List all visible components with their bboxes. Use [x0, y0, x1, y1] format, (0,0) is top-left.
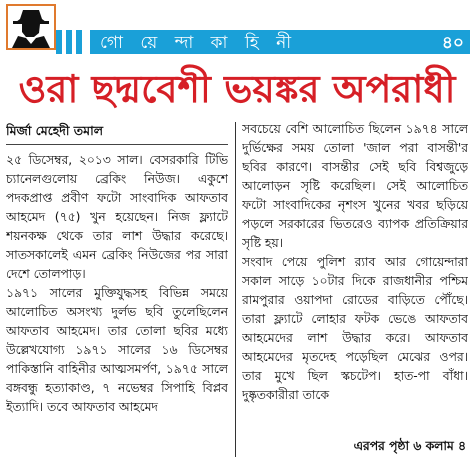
section-title: গো য়ে ন্দা কা হি নী — [100, 33, 298, 53]
article-paragraph: ১৯৭১ সালের মুক্তিযুদ্ধসহ বিভিন্ন সময়ে আলোচিত অসংখ্য দুর্লভ ছবি তুলেছিলেন আফতাব আহমেদ। তার তোলা ছবির মধ্যে উল্লেখযোগ্য ১৯৭১ সালের ১৬ ডিসেম্বর পাকিস্তানি বাহিনীর আত্মসমর্পণ, ১৯৭৫ সালে বঙ্গবন্ধু হত্যাকাণ্ড, ৭ নভেম্বর সিপাহি বিপ্লব ইত্যাদি। তবে আফতাব আহমেদ — [6, 286, 228, 414]
column-divider — [235, 122, 236, 457]
section-banner — [0, 0, 474, 56]
article-paragraph: সবচেয়ে বেশি আলোচিত ছিলেন ১৯৭৪ সালে দুর্ভিক্ষের সময় তোলা 'জাল পরা বাসন্তী'র ছবির কারণে। বাসন্তীর সেই ছবি বিশ্বজুড়ে আলোড়ন সৃষ্টি করেছিল। সেই আলোচিত ফটো সাংবাদিকের নৃশংস খুনের খবর ছড়িয়ে পড়লে সরকারের ভিতরেও ব্যাপক প্রতিক্রিয়ার সৃষ্টি হয়। — [242, 122, 468, 250]
byline: মির্জা মেহেদী তমাল — [6, 120, 228, 145]
article-paragraph: সংবাদ পেয়ে পুলিশ র‌্যাব আর গোয়েন্দারা সকাল সাড়ে ১০টার দিকে রাজধানীর পশ্চিম রামপুরার ওয়াপদা রোডের বাড়িতে পৌঁছে। তারা ফ্ল্যাটে লোহার ফটক ভেঙে আফতাব আহমেদের লাশ উদ্ধার করে। আফতাব আহমেদের মৃতদেহ পড়েছিল মেঝের ওপর। তার মুখে ছিল স্কচটেপ। হাত-পা বাঁধা। দুষ্কৃতকারীরা তাকে — [242, 255, 468, 402]
detective-silhouette-icon — [6, 4, 56, 50]
continuation-note: এরপর পৃষ্ঠা ৬ কলাম ৪ — [348, 437, 466, 455]
article-paragraph: ২৫ ডিসেম্বর, ২০১৩ সাল। বেসরকারি টিভি চ্যানেলগুলোয় ব্রেকিং নিউজ। একুশে পদকপ্রাপ্ত প্রবীণ ফটো সাংবাদিক আফতাব আহমেদ (৭৫) খুন হয়েছেন। নিজ ফ্ল্যাটে শয়নকক্ষ থেকে তার লাশ উদ্ধার করেছে। সাতসকালেই এমন ব্রেকিং নিউজের পর সারা দেশে তোলপাড়। — [6, 153, 228, 281]
headline: ওরা ছদ্মবেশী ভয়ঙ্কর অপরাধী — [18, 66, 456, 111]
article-column-left — [6, 120, 228, 459]
page-number: ৪০ — [441, 33, 464, 53]
article-column-right — [242, 120, 468, 459]
